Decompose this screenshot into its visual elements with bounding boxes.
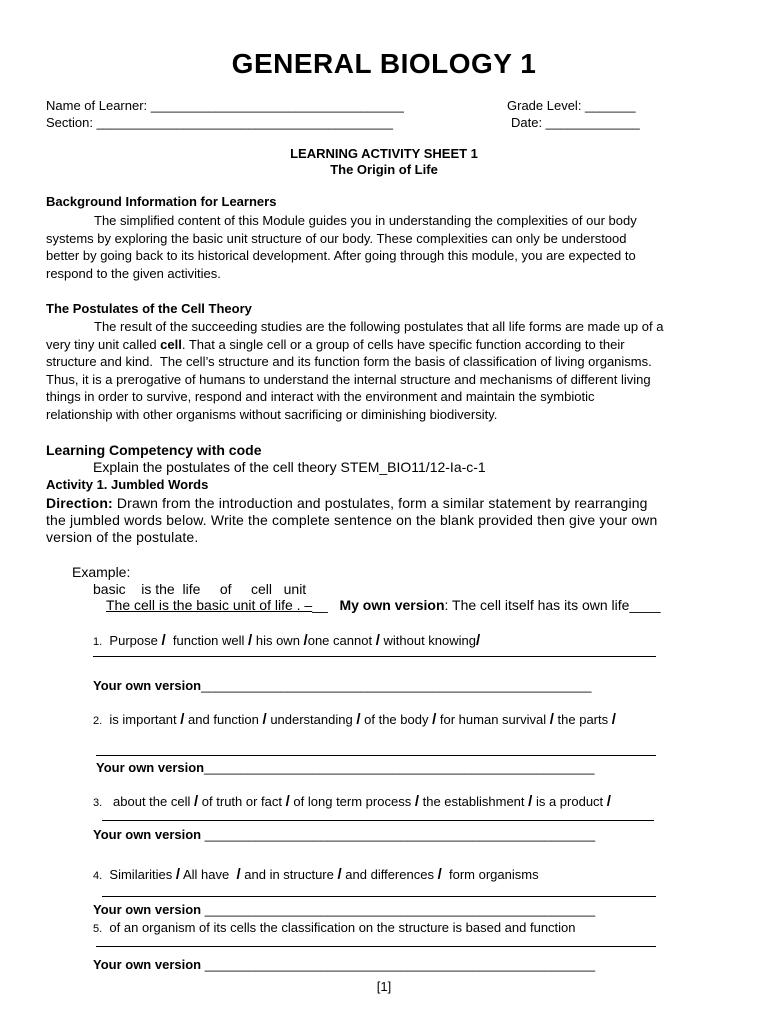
slash-separator: / [356,711,361,728]
direction-label: Direction: [46,495,113,511]
slash-separator: / [337,866,342,883]
example-answer: The cell is the basic unit of life . – [106,597,313,613]
own-version-1[interactable] [93,678,592,693]
word-group: the establishment [422,794,525,809]
postulates-line: things in order to survive, respond and interact with the environment and maintain the symbiotic [46,389,595,405]
word-group: All have [182,867,233,882]
competency-heading: Learning Competency with code [46,442,262,458]
postulates-heading: The Postulates of the Cell Theory [46,301,252,316]
grade-level-field[interactable]: Grade Level: _______ [507,98,636,113]
slash-separator: / [549,711,554,728]
background-line: respond to the given activities. [46,265,221,281]
jumbled-item-5 [93,920,576,935]
word-group: his own [255,633,300,648]
direction-line: the jumbled words below. Write the complete sentence on the blank provided then give your own [46,512,658,528]
slash-separator: / [236,866,241,883]
slash-separator: / [285,793,290,810]
word-group: the parts [557,712,609,727]
word-group: of long term process [293,794,412,809]
word-group: and in structure [244,867,334,882]
word-group: Similarities [109,867,173,882]
slash-separator: / [475,632,481,649]
page-number: [1] [376,979,392,994]
page-title: GENERAL BIOLOGY 1 [231,48,537,79]
own-version-label: Your own version [96,760,205,775]
jumbled-item-2 [93,711,616,728]
word-group: of an organism of its cells the classification on the structure is based and function [109,920,576,935]
competency-text: Explain the postulates of the cell theory STEM_BIO11/12-Ia-c-1 [93,459,486,475]
slash-separator: / [432,711,437,728]
sheet-title: LEARNING ACTIVITY SHEET 1 [290,146,478,161]
direction-paragraph [46,495,720,546]
word-group: about the cell [113,794,191,809]
my-own-version-label: My own version [339,597,445,613]
own-version-label: Your own version [93,827,202,842]
slash-separator: / [611,711,616,728]
own-version-blank[interactable]: ______________________________________________________ [204,902,596,917]
my-own-version-text: : The cell itself has its own life [444,597,630,613]
postulates-text: very tiny unit called [46,336,161,352]
word-group: and differences [345,867,434,882]
word-group: for human survival [439,712,547,727]
item-number: 4. [93,870,103,882]
item-number: 1. [93,636,103,648]
example-words: basic is the life of cell unit [93,581,307,597]
jumbled-item-1 [93,632,480,649]
own-version-blank[interactable]: ______________________________________________________ [204,957,596,972]
answer-blank-1[interactable] [93,656,656,657]
word-group: understanding [270,712,353,727]
background-line: better by going back to its historical development. After going through this module, you are expected to [46,248,636,264]
background-line: The simplified content of this Module guides you in understanding the complexities of our body [94,213,637,228]
section-field[interactable]: Section: _________________________________________ [46,115,394,130]
item-number: 5. [93,923,103,935]
postulates-line: relationship with other organisms without sacrificing or diminishing biodiversity. [46,406,498,422]
postulates-paragraph [46,318,720,424]
own-version-2[interactable] [96,760,595,775]
jumbled-item-3 [93,793,611,810]
own-version-label: Your own version [93,678,202,693]
slash-separator: / [262,711,267,728]
slash-separator: / [303,632,308,649]
background-heading: Background Information for Learners [46,194,277,209]
my-own-version-blank: ____ [629,597,661,613]
own-version-label: Your own version [93,957,202,972]
word-group: is a product [535,794,604,809]
jumbled-item-4 [93,866,539,883]
word-group: and function [188,712,259,727]
direction-line: version of the postulate. [46,529,199,545]
activity-heading: Activity 1. Jumbled Words [46,477,209,492]
example-answer-blank: __ [312,597,328,613]
own-version-blank[interactable]: ______________________________________________________ [201,678,592,693]
direction-text: Drawn from the introduction and postulates, form a similar statement by rearranging [112,495,648,511]
direction-line [46,495,720,512]
postulates-line [46,336,720,354]
own-version-3[interactable] [93,827,595,842]
sheet-subtitle: The Origin of Life [330,162,438,177]
own-version-blank[interactable]: ______________________________________________________ [204,827,596,842]
slash-separator: / [161,632,166,649]
answer-blank-5[interactable] [96,946,656,947]
postulates-line: The result of the succeeding studies are the following postulates that all life forms are made up of a [94,319,664,334]
answer-blank-2[interactable] [96,755,656,756]
background-paragraph [46,212,720,282]
own-version-label: Your own version [93,902,202,917]
slash-separator: / [375,632,380,649]
background-line: systems by exploring the basic unit structure of our body. These complexities can only be understood [46,230,627,246]
word-group: of truth or fact [201,794,282,809]
example-answer-line [106,597,661,613]
slash-separator: / [175,866,181,883]
own-version-blank[interactable]: ______________________________________________________ [204,760,595,775]
own-version-4[interactable] [93,902,595,917]
own-version-5[interactable] [93,957,595,972]
name-of-learner-field[interactable]: Name of Learner: ___________________________________ [46,98,404,113]
item-number: 3. [93,797,103,809]
word-group: function well [172,633,245,648]
answer-blank-3[interactable] [102,820,654,821]
postulates-text: . That a single cell or a group of cells have specific function according to their [181,336,625,352]
word-group: without knowing [383,633,476,648]
item-number: 2. [93,715,103,727]
slash-separator: / [180,711,185,728]
word-group: one cannot [307,633,373,648]
cell-term: cell [160,336,182,352]
postulates-line: structure and kind. The cell’s structure and its function form the basis of classification of living organisms. [46,354,652,370]
slash-separator: / [606,793,611,810]
word-group: form organisms [445,867,539,882]
slash-separator: / [414,793,419,810]
slash-separator: / [437,866,442,883]
word-group: of the body [364,712,429,727]
example-label: Example: [72,564,131,580]
postulates-line: Thus, it is a prerogative of humans to understand the internal structure and mechanisms of different living [46,371,651,387]
word-group: Purpose [109,633,158,648]
slash-separator: / [248,632,253,649]
slash-separator: / [194,793,199,810]
slash-separator: / [528,793,533,810]
word-group: is important [109,712,177,727]
answer-blank-4[interactable] [102,896,656,897]
date-field[interactable]: Date: _____________ [511,115,640,130]
